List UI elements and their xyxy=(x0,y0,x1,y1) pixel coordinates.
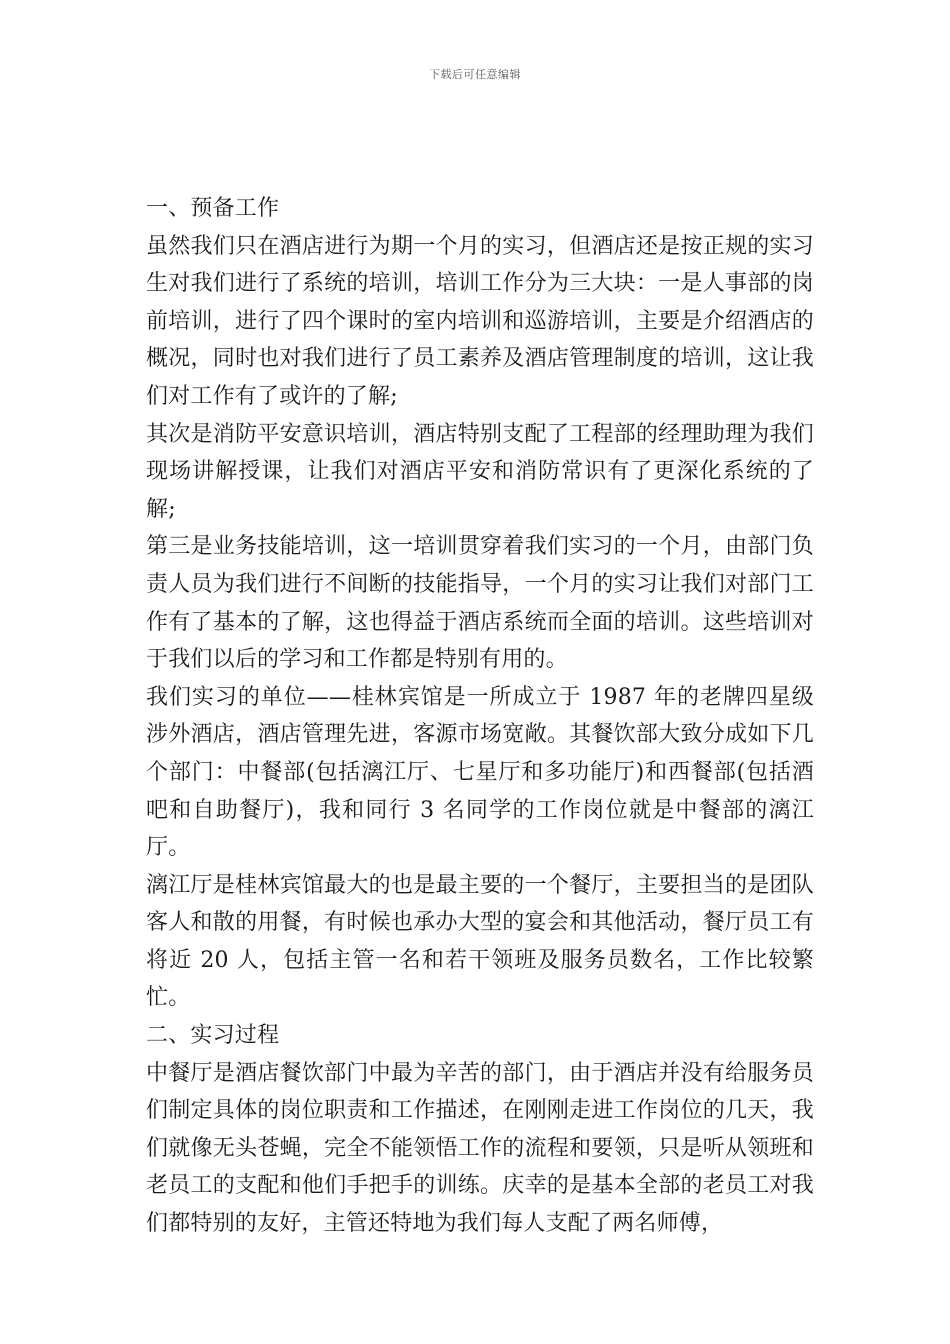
page-header: 下载后可任意编辑 xyxy=(429,68,521,81)
section-heading-preparation: 一、预备工作 xyxy=(146,196,280,221)
paragraph: 虽然我们只在酒店进行为期一个月的实习，但酒店还是按正规的实习生对我们进行了系统的培训，培训工作分为三大块：一是人事部的岗前培训，进行了四个课时的室内培训和巡游培训，主要是介绍酒店的概况，同时也对我们进行了员工素养及酒店管理制度的培训，这让我们对工作有了或许的了解; xyxy=(146,233,814,409)
document-body xyxy=(146,190,814,1243)
paragraph: 第三是业务技能培训，这一培训贯穿着我们实习的一个月，由部门负责人员为我们进行不间断的技能指导，一个月的实习让我们对部门工作有了基本的了解，这也得益于酒店系统而全面的培训。这些培训对于我们以后的学习和工作都是特别有用的。 xyxy=(146,534,814,673)
paragraph: 其次是消防平安意识培训，酒店特别支配了工程部的经理助理为我们现场讲解授课，让我们对酒店平安和消防常识有了更深化系统的了解; xyxy=(146,421,814,522)
section-heading-internship-process: 二、实习过程 xyxy=(146,1023,280,1049)
paragraph: 中餐厅是酒店餐饮部门中最为辛苦的部门，由于酒店并没有给服务员们制定具体的岗位职责和工作描述，在刚刚走进工作岗位的几天，我们就像无头苍蝇，完全不能领悟工作的流程和要领，只是听从领班和老员工的支配和他们手把手的训练。庆幸的是基本全部的老员工对我们都特别的友好，主管还特地为我们每人支配了两名师傅， xyxy=(146,1060,814,1237)
paragraph: 我们实习的单位——桂林宾馆是一所成立于 1987 年的老牌四星级涉外酒店，酒店管理先进，客源市场宽敞。其餐饮部大致分成如下几个部门：中餐部(包括漓江厅、七星厅和多功能厅)和西餐部(包括酒吧和自助餐厅)，我和同行 3 名同学的工作岗位就是中餐部的漓江厅。 xyxy=(146,684,814,861)
paragraph: 漓江厅是桂林宾馆最大的也是最主要的一个餐厅，主要担当的是团队客人和散的用餐，有时候也承办大型的宴会和其他活动，餐厅员工有将近 20 人，包括主管一名和若干领班及服务员数名，工作比较繁忙。 xyxy=(146,872,814,1011)
